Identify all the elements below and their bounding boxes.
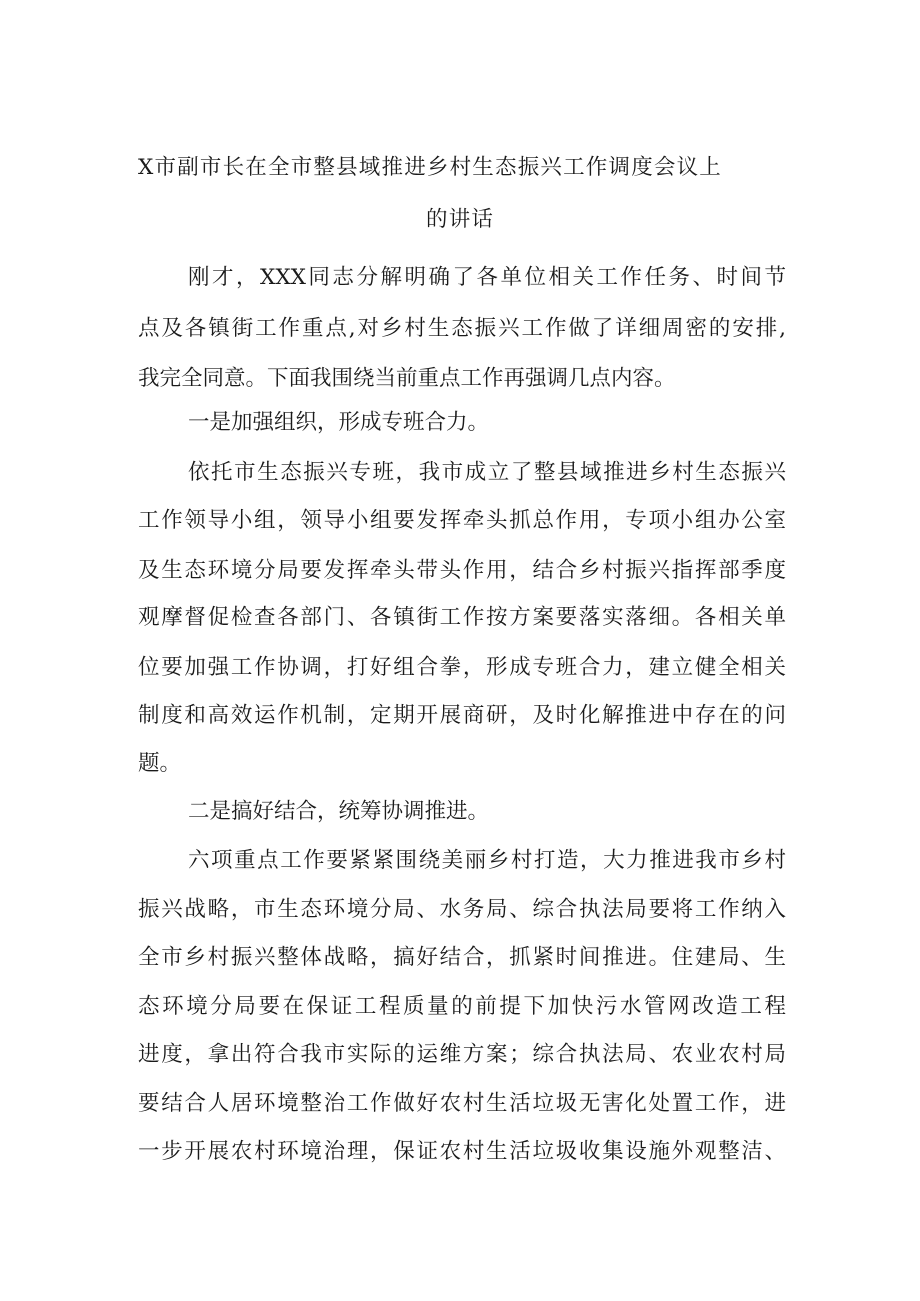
paragraph-3-line-1: 六项重点工作要紧紧围绕美丽乡村打造，大力推进我市乡村 xyxy=(188,848,786,873)
paragraph-1-line-2: 点及各镇街工作重点,对乡村生态振兴工作做了详细周密的安排, xyxy=(138,316,786,341)
section-heading-1: 一是加强组织，形成专班合力。 xyxy=(188,410,490,435)
paragraph-2-line-5: 位要加强工作协调，打好组合拳，形成专班合力，建立健全相关 xyxy=(138,655,786,680)
paragraph-2-line-7: 题。 xyxy=(138,751,182,776)
paragraph-2-line-4: 观摩督促检查各部门、各镇街工作按方案要落实落细。各相关单 xyxy=(138,605,786,630)
section-heading-2: 二是搞好结合，统筹协调推进。 xyxy=(188,799,490,824)
paragraph-1-line-1: 刚才，XXX同志分解明确了各单位相关工作任务、时间节 xyxy=(188,265,786,290)
title-line-1: X市副市长在全市整县域推进乡村生态振兴工作调度会议上 xyxy=(138,155,723,180)
paragraph-3-line-2: 振兴战略，市生态环境分局、水务局、综合执法局要将工作纳入 xyxy=(138,897,786,922)
paragraph-3-line-7: 一步开展农村环境治理，保证农村生活垃圾收集设施外观整洁、 xyxy=(138,1139,786,1164)
paragraph-3-line-5: 进度，拿出符合我市实际的运维方案；综合执法局、农业农村局 xyxy=(138,1042,786,1067)
paragraph-1-line-3: 我完全同意。下面我围绕当前重点工作再强调几点内容。 xyxy=(138,366,676,391)
paragraph-3-line-3: 全市乡村振兴整体战略，搞好结合，抓紧时间推进。住建局、生 xyxy=(138,945,786,970)
title-line-2: 的讲话 xyxy=(426,207,495,232)
paragraph-3-line-4: 态环境分局要在保证工程质量的前提下加快污水管网改造工程 xyxy=(138,994,786,1019)
paragraph-3-line-6: 要结合人居环境整治工作做好农村生活垃圾无害化处置工作，进 xyxy=(138,1091,786,1116)
paragraph-2-line-6: 制度和高效运作机制，定期开展商研，及时化解推进中存在的问 xyxy=(138,703,786,728)
paragraph-2-line-2: 工作领导小组，领导小组要发挥牵头抓总作用，专项小组办公室 xyxy=(138,508,786,533)
paragraph-2-line-1: 依托市生态振兴专班，我市成立了整县域推进乡村生态振兴 xyxy=(188,460,786,485)
paragraph-2-line-3: 及生态环境分局要发挥牵头带头作用，结合乡村振兴指挥部季度 xyxy=(138,558,786,583)
